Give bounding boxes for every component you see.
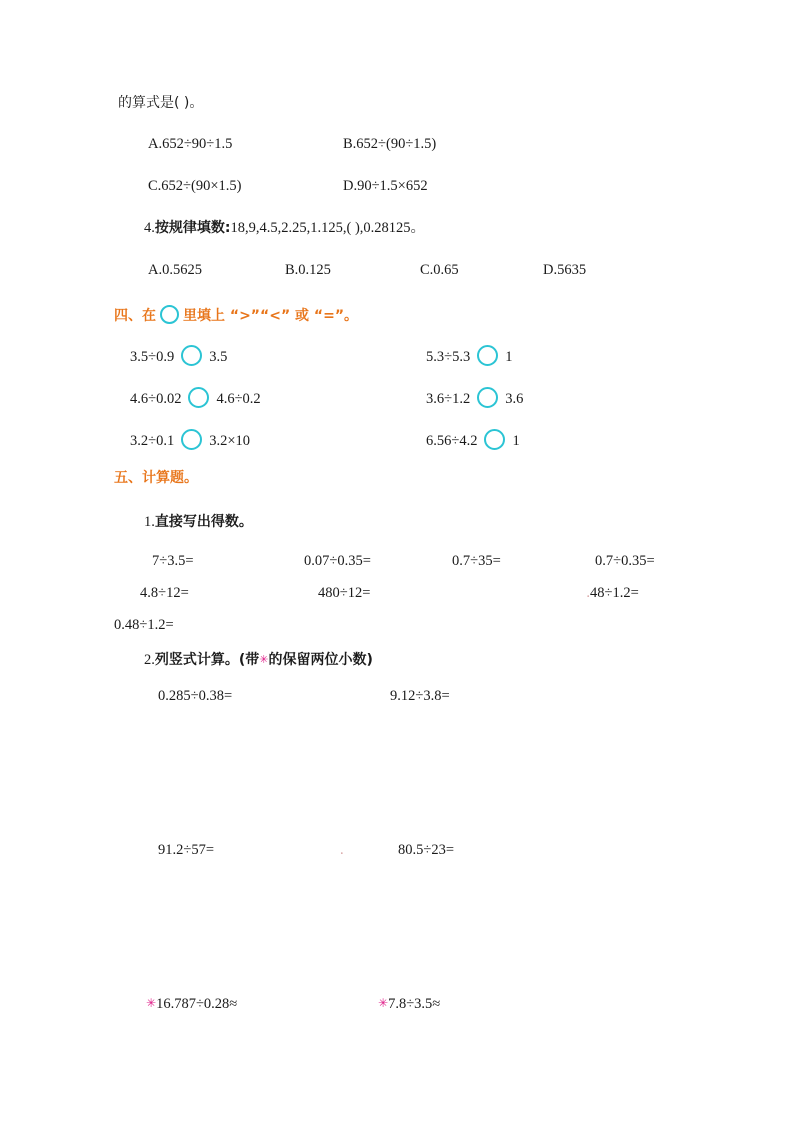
long-division-pair-2 [118,843,678,877]
mental-math-item: 480÷12= [318,585,371,601]
sub-2-label-end: 的保留两位小数) [268,652,373,668]
worksheet-content [114,95,678,1031]
mental-math-item: 48÷1.2= [590,585,639,601]
sub-2-label: 列竖式计算。(带 [154,652,260,668]
q4-options [148,263,678,278]
long-division-item: 0.285÷0.38= [158,688,233,704]
compare-right-expr: 3.6 [505,391,524,407]
question-4-row [118,221,678,263]
long-division-item: 7.8÷3.5≈ [388,996,441,1012]
long-division-item: 80.5÷23= [398,842,455,858]
mental-math-row-3 [114,617,678,653]
stray-mark: . [340,842,344,858]
question-4 [144,221,678,236]
q3-option-a[interactable]: A.652÷90÷1.5 [148,136,233,152]
compare-line-2 [130,387,678,408]
question-3-options-row-2 [118,179,678,221]
compare-row-2 [118,387,678,429]
mental-math-item: 0.48÷1.2= [114,617,174,633]
mental-math-row-2 [118,586,678,618]
long-division-item-starred [378,997,440,1012]
section-4-prefix: 四、在 [114,308,156,324]
work-space-1 [118,723,678,843]
mental-math-item: 0.7÷0.35= [595,553,655,569]
q4-option-b[interactable]: B.0.125 [285,262,331,278]
q3-options-2 [148,179,678,194]
mental-math-item: 0.7÷35= [452,553,501,569]
compare-left-expr: 5.3÷5.3 [426,349,471,365]
circle-icon[interactable] [181,345,202,366]
circle-icon [160,305,179,324]
compare-row-3 [118,429,678,471]
circle-icon[interactable] [188,387,209,408]
compare-pair-right-1 [426,345,512,366]
sub-2-number: 2. [144,652,155,668]
compare-right-expr: 3.5 [209,349,228,365]
question-4-number: 4. [144,220,155,236]
circle-icon[interactable] [181,429,202,450]
compare-left-expr: 3.5÷0.9 [130,349,175,365]
mental-math-row-1 [118,554,678,586]
compare-right-expr: 4.6÷0.2 [216,391,261,407]
compare-row-1 [118,345,678,387]
question-4-sequence: 18,9,4.5,2.25,1.125,( ),0.28125。 [230,220,426,236]
question-3-stem-row [118,96,678,137]
compare-left-expr: 6.56÷4.2 [426,433,478,449]
question-3-stem: 的算式是( )。 [118,95,204,111]
q4-option-a[interactable]: A.0.5625 [148,262,202,278]
section-5-sub-2-row [118,653,678,689]
stray-mark: . [586,585,590,601]
compare-pair-right-3 [426,429,520,450]
compare-line-3 [130,429,678,450]
question-4-options-row [118,263,678,305]
section-5-heading: 五、计算题。 [114,470,198,486]
long-division-item: 9.12÷3.8= [390,688,450,704]
section-5-sub-1-row [118,515,678,554]
circle-icon[interactable] [477,345,498,366]
section-4-suffix: 里填上 “>”“<” 或 “=”。 [183,308,359,324]
sub-1-number: 1. [144,514,155,530]
q3-option-b[interactable]: B.652÷(90÷1.5) [343,136,437,152]
compare-pair-left-3 [130,429,426,450]
long-division-line-2 [158,843,678,858]
asterisk-icon: ✳ [259,653,269,666]
long-division-line-1 [158,689,678,704]
compare-left-expr: 3.6÷1.2 [426,391,471,407]
q4-option-d[interactable]: D.5635 [543,262,587,278]
long-division-item: 91.2÷57= [158,842,215,858]
section-5-sub-1 [144,515,678,530]
compare-pair-left-2 [130,387,426,408]
q3-options-1 [148,137,678,152]
compare-line-1 [130,345,678,366]
mental-math-line-1 [152,554,678,569]
question-4-label: 按规律填数: [154,220,231,236]
mental-math-item: 4.8÷12= [140,585,189,601]
sub-1-label: 直接写出得数。 [154,514,253,530]
long-division-item: 16.787÷0.28≈ [156,996,238,1012]
mental-math-item: 0.07÷0.35= [304,553,371,569]
section-4-heading-row [114,305,678,345]
compare-right-expr: 1 [512,433,520,449]
compare-left-expr: 3.2÷0.1 [130,433,175,449]
long-division-item-starred [146,997,378,1012]
compare-left-expr: 4.6÷0.02 [130,391,182,407]
asterisk-icon: ✳ [378,996,389,1010]
compare-pair-right-2 [426,387,523,408]
q3-option-d[interactable]: D.90÷1.5×652 [343,178,428,194]
mental-math-item: 7÷3.5= [152,553,194,569]
compare-right-expr: 1 [505,349,513,365]
section-5-heading-row [114,470,678,515]
section-5-sub-2 [144,653,678,668]
mental-math-line-2 [140,586,678,601]
q4-option-c[interactable]: C.0.65 [420,262,459,278]
work-space-2 [118,877,678,997]
q3-option-c[interactable]: C.652÷(90×1.5) [148,178,242,194]
question-3-options-row-1 [118,137,678,179]
long-division-pair-3 [118,997,678,1031]
long-division-line-3 [146,997,678,1012]
asterisk-icon: ✳ [146,996,157,1010]
circle-icon[interactable] [477,387,498,408]
circle-icon[interactable] [484,429,505,450]
long-division-pair-1 [118,689,678,723]
section-4-heading [114,305,678,324]
compare-right-expr: 3.2×10 [209,433,251,449]
compare-pair-left-1 [130,345,426,366]
